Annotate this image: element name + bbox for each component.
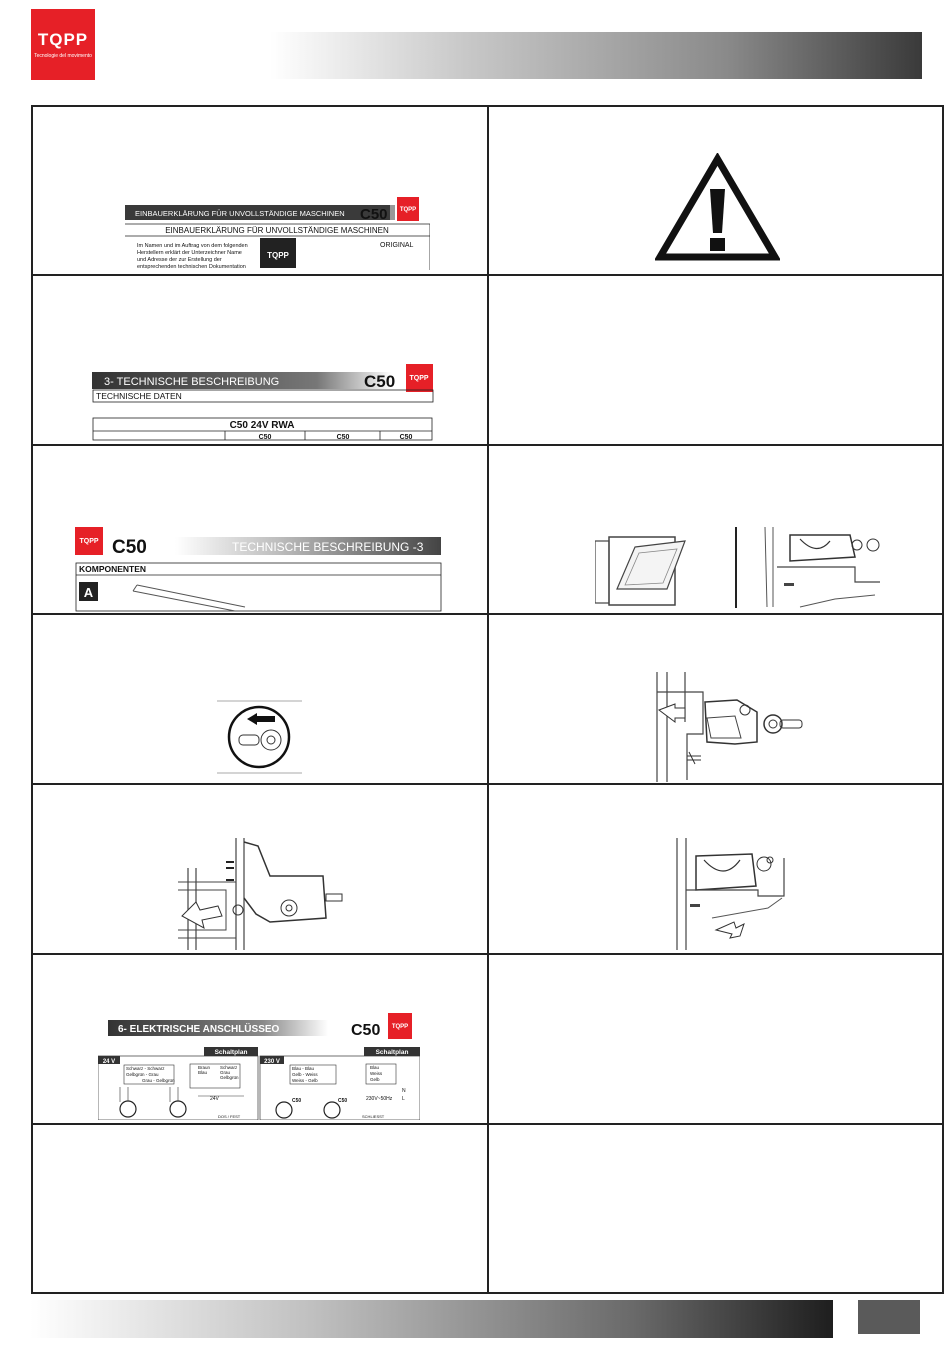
techdata-banner: 3- TECHNISCHE BESCHREIBUNG — [104, 376, 280, 388]
page-number-box — [858, 1300, 920, 1334]
grid-row-divider — [31, 1123, 944, 1125]
open-arrow-icon — [659, 704, 685, 722]
grid-vertical-divider — [487, 105, 489, 1294]
mini-logo-text: TQPP — [79, 538, 99, 545]
panel2-voltage: 230 V — [264, 1059, 280, 1065]
panel1-wire: Grau - Gelbgrün — [142, 1078, 175, 1083]
panel1-legend: Grau — [220, 1070, 231, 1075]
panel2-legend: Gelb — [370, 1077, 380, 1082]
declaration-body-line: und Adresse der zur Erstellung der — [137, 257, 222, 263]
declaration-body-line: Im Namen und im Auftrag von dem folgenden — [137, 243, 248, 249]
panel1-title: Schaltplan — [214, 1049, 248, 1056]
panel2-wire: Blau - Blau — [292, 1066, 315, 1071]
declaration-model: C50 — [360, 206, 388, 223]
techdata-model: C50 — [364, 372, 396, 391]
declaration-thumbnail — [125, 195, 430, 270]
panel2-title: Schaltplan — [375, 1049, 409, 1056]
header-gradient-bar — [270, 32, 922, 79]
wiring-model: C50 — [351, 1022, 381, 1039]
wiring-banner: 6- ELEKTRISCHE ANSCHLÜSSEO — [118, 1024, 280, 1035]
panel2-supply: 230V~50Hz — [366, 1096, 393, 1102]
technical-data-thumbnail — [92, 362, 437, 442]
panel1-legend: Blau — [198, 1070, 208, 1075]
logo-tagline: Tecnologie del movimento — [34, 53, 92, 59]
declaration-original: ORIGINAL — [380, 242, 414, 249]
declaration-body-line: Herstellern erklärt der Unterzeichner Name — [137, 250, 242, 256]
panel2-wire: Gelb - Weiss — [292, 1072, 318, 1077]
warning-icon — [655, 153, 780, 261]
panel2-wire: Weiss - Gelb — [292, 1078, 318, 1083]
logo-text: TQPP — [37, 30, 89, 49]
components-thumbnail — [75, 527, 445, 612]
panel1-supply: 24V — [210, 1096, 219, 1102]
techdata-section: TECHNISCHE DATEN — [96, 391, 182, 401]
panel2-legend: Weiss — [370, 1071, 383, 1076]
brand-logo — [31, 9, 95, 80]
panel1-legend: Gelbgrün — [220, 1075, 239, 1080]
grid-row-divider — [31, 613, 944, 615]
panel2-model: C50 — [292, 1098, 302, 1104]
hinge-illustration — [645, 672, 805, 782]
techdata-column: C50 — [399, 434, 413, 441]
panel2-footer: SCHLIESST — [362, 1114, 385, 1119]
panel1-legend: Braun — [198, 1065, 211, 1070]
techdata-table-title: C50 24V RWA — [229, 420, 295, 431]
declaration-body-line: entsprechenden technischen Dokumentation — [137, 264, 246, 270]
closer-illustration — [178, 838, 346, 950]
grid-row-divider — [31, 274, 944, 276]
panel1-legend: Schwarz — [220, 1065, 238, 1070]
mini-logo-text: TQPP — [391, 1024, 409, 1030]
device-illustration — [595, 527, 885, 610]
components-section: KOMPONENTEN — [79, 564, 147, 574]
stamp-logo-text: TQPP — [267, 251, 289, 260]
mini-logo-text: TQPP — [399, 207, 417, 213]
techdata-column: C50 — [258, 434, 272, 441]
arrow-left-icon — [247, 713, 275, 725]
panel1-voltage: 24 V — [102, 1059, 116, 1065]
techdata-column: C50 — [336, 434, 350, 441]
rotate-arrow-icon — [716, 922, 744, 938]
panel1-wire: Gelbgrün - Grau — [126, 1072, 159, 1077]
grid-row-divider — [31, 783, 944, 785]
declaration-subtitle: EINBAUERKLÄRUNG FÜR UNVOLLSTÄNDIGE MASCHINEN — [165, 226, 389, 235]
mini-logo-text: TQPP — [409, 375, 429, 382]
panel2-l: L — [402, 1096, 405, 1102]
grid-row-divider — [31, 444, 944, 446]
components-label: A — [83, 585, 94, 600]
dial-illustration — [217, 697, 302, 777]
wiring-thumbnail — [98, 1012, 420, 1120]
panel2-legend: Blau — [370, 1065, 380, 1070]
panel1-wire: Schwarz - Schwarz — [126, 1066, 165, 1071]
grid-row-divider — [31, 953, 944, 955]
panel2-model: C50 — [338, 1098, 348, 1104]
closer-front-illustration — [672, 838, 792, 950]
panel1-footer: DOS / FEST — [218, 1114, 241, 1119]
panel2-n: N — [402, 1088, 406, 1094]
components-model: C50 — [112, 537, 147, 558]
components-banner: TECHNISCHE BESCHREIBUNG -3 — [232, 540, 424, 554]
declaration-banner: EINBAUERKLÄRUNG FÜR UNVOLLSTÄNDIGE MASCHINEN — [135, 209, 345, 218]
footer-gradient-bar — [30, 1300, 833, 1338]
